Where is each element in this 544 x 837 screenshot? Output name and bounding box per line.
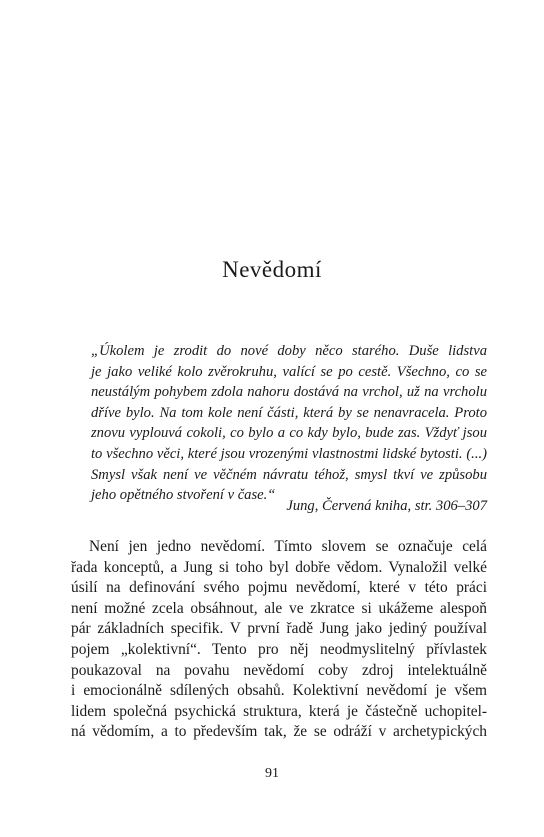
page-number: 91 [265, 766, 279, 781]
body-line: pár základních specifik. V první řadě Jung jako jediný používal [71, 620, 487, 638]
body-line: ná vědomím, a to především tak, že se odráží v archetypických [71, 723, 487, 741]
epigraph-attribution: Jung, Červená kniha, str. 306–307 [286, 498, 487, 514]
epigraph-line: jeho opětného stvoření v čase.“ [91, 487, 276, 504]
epigraph-line: je jako veliké kolo zvěrokruhu, valící se po cestě. Všechno, co se [91, 363, 487, 380]
chapter-title: Nevědomí [222, 257, 322, 282]
epigraph-line: dříve bylo. Na tom kole není části, která by se nenavracela. Proto [91, 404, 487, 421]
body-line: Není jen jedno nevědomí. Tímto slovem se označuje celá [89, 538, 487, 555]
body-line: poukazoval na povahu nevědomí coby zdroj intelektuálně [71, 661, 487, 679]
body-line: i emocionálně sdílených obsahů. Kolektivní nevědomí je všem [71, 682, 487, 700]
epigraph-line: „Úkolem je zrodit do nové doby něco starého. Duše lidstva [91, 343, 487, 359]
body-line: pojem „kolektivní“. Tento pro něj neodmyslitelný přívlastek [71, 640, 487, 658]
body-paragraph [71, 537, 487, 743]
body-line: lidem společná psychická struktura, která je částečně uchopitel- [71, 702, 487, 720]
body-line: není možné zcela obsáhnout, ale ve zkratce si ukážeme alespoň [71, 599, 487, 617]
epigraph-line: Smysl však není ve věčném návratu téhož, smysl tkví ve způsobu [91, 466, 487, 483]
body-line: řada konceptů, a Jung si toho byl dobře vědom. Vynaložil velké [71, 558, 487, 576]
epigraph-line: to všechno věci, které jsou vrozenými vlastnostmi lidské bytosti. (...) [91, 445, 487, 462]
epigraph-line: znovu vyplouvá cokoli, co bylo a co kdy bylo, bude zas. Vždyť jsou [91, 425, 487, 442]
body-line: úsilí na definování svého pojmu nevědomí, které v této práci [71, 579, 487, 597]
epigraph-line: neustálým pohybem zdola nahoru dostává na vrchol, už na vrcholu [91, 384, 487, 401]
epigraph-quote [91, 341, 487, 506]
